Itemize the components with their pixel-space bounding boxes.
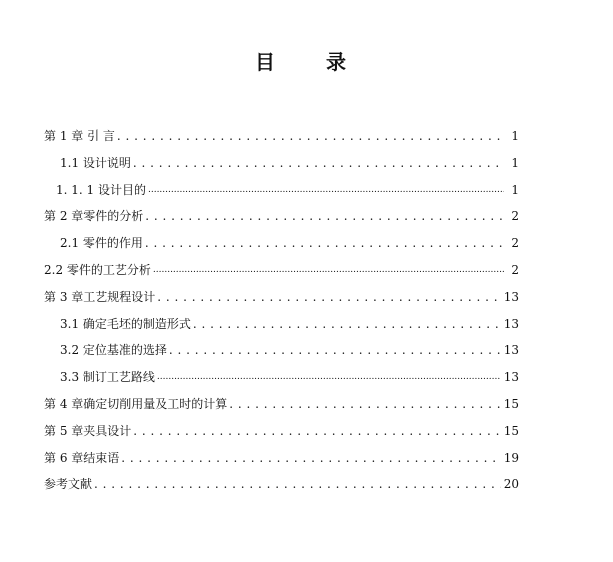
toc-entry-page: 1 [511, 182, 519, 197]
toc-entry-label: 3.2 定位基准的选择 [60, 343, 167, 358]
toc-entry-page: 2 [511, 262, 519, 277]
toc-entry-page: 13 [503, 289, 519, 304]
dot-leader [153, 257, 504, 284]
toc-entry-chapter-6[interactable] [44, 445, 519, 472]
toc-entry-chapter-3[interactable] [44, 284, 519, 311]
toc-entry-label: 第 2 章零件的分析 [44, 209, 144, 224]
toc-entry-page: 20 [503, 477, 519, 492]
dot-leader [157, 284, 500, 311]
toc-entry-1-1-1[interactable] [44, 177, 519, 204]
toc-entry-page: 19 [503, 450, 519, 465]
dot-leader [193, 311, 501, 338]
dot-leader [229, 391, 500, 418]
toc-entry-2-2[interactable] [44, 257, 519, 284]
toc-entry-1-1[interactable] [44, 150, 519, 177]
toc-entry-chapter-1[interactable] [44, 123, 519, 150]
toc-entry-label: 3.3 制订工艺路线 [60, 370, 155, 385]
dot-leader [145, 230, 504, 257]
toc-entry-label: 第 1 章 引 言 [44, 129, 115, 143]
dot-leader [133, 150, 504, 177]
toc-entry-2-1[interactable] [44, 230, 519, 257]
dot-leader [133, 418, 500, 445]
dot-leader [148, 177, 504, 204]
toc-entry-page: 13 [503, 316, 519, 331]
dot-leader [94, 471, 501, 498]
toc-entry-label: 第 4 章确定切削用量及工时的计算 [44, 396, 228, 411]
dot-leader [157, 364, 501, 391]
toc-entry-label: 2.2 零件的工艺分析 [44, 262, 151, 277]
toc-entry-references[interactable] [44, 471, 519, 498]
toc-title: 目 录 [255, 50, 368, 74]
toc-entry-page: 2 [511, 209, 519, 224]
toc-entry-page: 2 [511, 236, 519, 251]
toc-entry-page: 15 [503, 396, 519, 411]
toc-entry-label: 1.1 设计说明 [60, 155, 131, 170]
toc-entry-page: 1 [511, 155, 519, 170]
toc-entry-page: 13 [503, 343, 519, 358]
toc-entry-3-1[interactable] [44, 311, 519, 338]
dot-leader [145, 203, 504, 230]
toc-entry-3-2[interactable] [44, 337, 519, 364]
toc-entry-3-3[interactable] [44, 364, 519, 391]
toc-entry-label: 参考文献 [44, 477, 93, 492]
toc-entry-page: 15 [503, 423, 519, 438]
toc-entry-label: 1. 1. 1 设计目的 [56, 182, 146, 197]
toc-entry-chapter-5[interactable] [44, 418, 519, 445]
toc-entry-page: 1 [511, 129, 519, 143]
dot-leader [121, 445, 500, 472]
toc-entry-label: 3.1 确定毛坯的制造形式 [60, 316, 191, 331]
toc-entry-label: 第 3 章工艺规程设计 [44, 289, 156, 304]
toc-entry-chapter-4[interactable] [44, 391, 519, 418]
toc-entry-chapter-2[interactable] [44, 203, 519, 230]
table-of-contents [44, 123, 519, 498]
toc-entry-label: 2.1 零件的作用 [60, 236, 143, 251]
toc-entry-page: 13 [503, 370, 519, 385]
toc-entry-label: 第 6 章结束语 [44, 450, 120, 465]
dot-leader [169, 337, 501, 364]
dot-leader [117, 123, 504, 150]
toc-entry-label: 第 5 章夹具设计 [44, 423, 132, 438]
